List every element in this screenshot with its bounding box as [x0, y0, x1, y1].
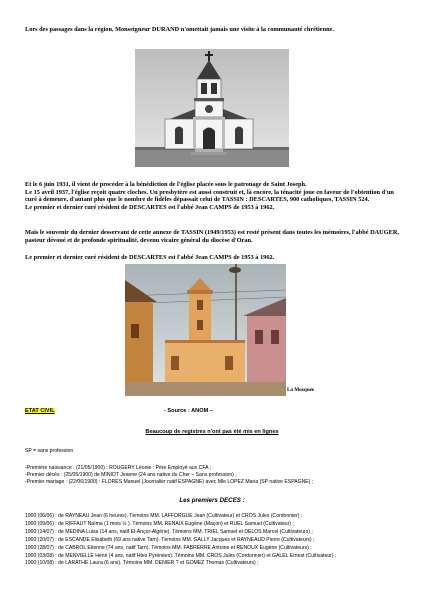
mosque-photo — [125, 264, 286, 396]
deces-entry: 1900 (03/08) : de MENVIELLE Henri (4 ans, natif Htes Pyrénées). Témoins MM. CROS Jules (Cordonnier) et GALEL Ernest (Cultivateur) ; — [25, 552, 337, 559]
history-line-3: Le premier et dernier curé résident de DESCARTES est l'abbé Jean CAMPS de 1953 à 1962. — [25, 203, 275, 211]
source-line: - Source : ANOM – — [164, 408, 213, 414]
history-line-2: Le 15 avril 1937, l'église reçoit quatre cloches. Un presbytère est aussi construit et, là encore, la ténacité joue en faveur de l'obtention d'un curé à demeure, d'autant plus que le nombre de fidèles dépassait celui de TASSIN : DESCARTES, 900 catholiques, TASSIN 524. — [25, 188, 394, 204]
deces-entry: 1900 (09/06) : de RIFFAUT Naïma (1 mois ½ ). Témoins MM. RENAIX Eugène (Maçon) et RUEL Samuel (Cultivateur) ; — [25, 520, 294, 527]
church-illustration — [135, 49, 289, 167]
deces-entry: 1900 (20/07) : de ESCANDE Elisabeth (69 ans native Tarn). Témoins MM. GALLY Jacques et RAYNEAUD Pierre (Cultivateurs) ; — [25, 536, 315, 543]
etat-civil-title: ETAT CIVIL — [25, 408, 55, 414]
registres-note: Beaucoup de registres n'ont pas été mis en lignes — [145, 429, 279, 435]
last-priest-paragraph: Mais le souvenir du dernier desservant de cette annexe de TASSIN (1949/1953) est resté présent dans toutes les mémoires, l'abbé DAUGER, pasteur dévoué et de profonde spiritualité, devenu vicaire général du diocèse d'Oran. — [25, 229, 399, 244]
deces-list — [25, 513, 405, 568]
mosque-illustration — [125, 264, 286, 396]
firsts-list — [25, 465, 405, 487]
intro-paragraph: Lors des passages dans la région, Monseigneur DURAND n'omettait jamais une visite à la communauté chrétienne. — [25, 26, 334, 33]
deces-entry: 1900 (06/06) : de RAYNEAU Jean (6 heures). Témoins MM. LAFFORGUE Jean (Cultivateur) et CROS Jules (Cordonnier) ; — [25, 513, 303, 519]
history-paragraph — [25, 181, 403, 211]
first-death: -Premier décès : (25/05/1900) de MINIOT Jeanne (24 ans native du Cher – Sans profession) ; — [25, 472, 237, 479]
deces-entry: 1900 (10/08) : de LARATHE Laura (6 ans). Témoins MM. DENIER ? et GOMEZ Thomas (Cultivateurs) ; — [25, 560, 259, 567]
repeat-note: Le premier et dernier curé résident de DESCARTES est l'abbé Jean CAMPS de 1953 à 1962. — [25, 254, 275, 261]
first-birth: -Première naissance : (21/05/1900) : ROUGERY Léonie : Père Employé aux CFA ; — [25, 465, 212, 471]
deces-heading: Les premiers DECES : — [179, 497, 245, 504]
deces-entry: 1900 (14/07) : de MEDINA Luisa (14 ans, natif El-Ançor-Algérie). Témoins MM. TRIEL Samuel et DELOS Marcel (Cultivateurs) ; — [25, 528, 313, 535]
etat-civil-heading — [25, 408, 55, 414]
sp-note: SP = sans profession — [25, 448, 74, 454]
mosque-caption: La Mosquée — [287, 387, 315, 393]
church-photo — [135, 49, 289, 167]
deces-entry: 1900 (28/07) : de CABROL Etienne (74 ans, natif Tarn). Témoins MM. FABRERRE Antoine et RENOUX Eugène (Cultivateurs) ; — [25, 544, 312, 551]
first-marriage: -Premier mariage : (22/06/1900) : FLORES Manuel (Journalier natif ESPAGNE) avec Mle LOPEZ Maria (SP native ESPAGNE) ; — [25, 479, 314, 486]
history-line-1: Et le 6 juin 1931, il vient de procéder à la bénédiction de l'église placée sous le patronage de Saint Joseph. — [25, 181, 307, 188]
